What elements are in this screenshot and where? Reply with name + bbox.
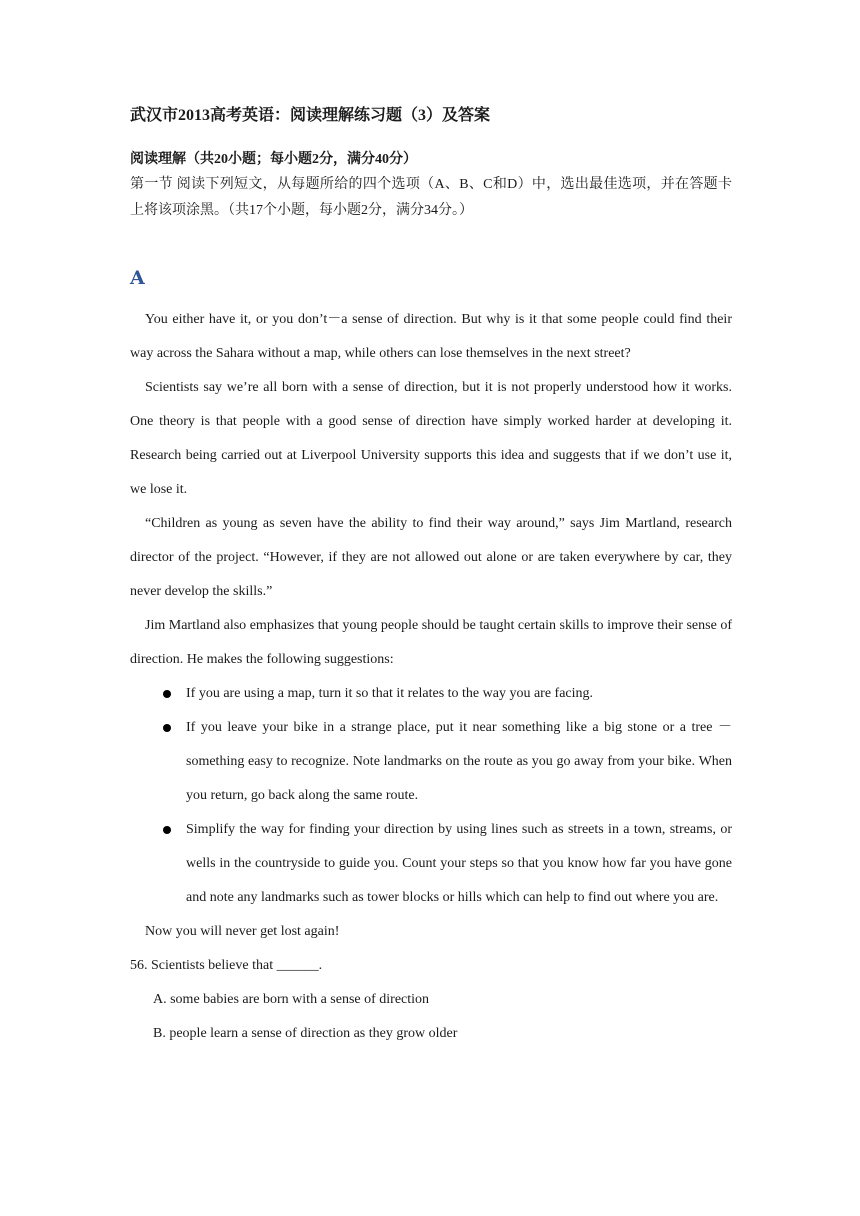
paragraph: Jim Martland also emphasizes that young people should be taught certain skills to improve their sense of direction. He makes the following suggestions: xyxy=(130,618,732,667)
list-item xyxy=(130,711,732,813)
answer-option: B. people learn a sense of direction as they grow older xyxy=(153,1026,458,1041)
list-item xyxy=(130,677,732,711)
paragraph: Scientists say we’re all born with a sense of direction, but it is not properly understood how it works. One theory is that people with a good sense of direction have simply worked harder at developing it. Research being carried out at Liverpool University supports this idea and suggests that if we don’t use it, we lose it. xyxy=(130,380,732,497)
list-item-text: Simplify the way for finding your direction by using lines such as streets in a town, streams, or wells in the countryside to guide you. Count your steps so that you know how far you have gone and note any landmarks such as tower blocks or hills which can help to find out where you are. xyxy=(186,822,732,905)
bullet-icon xyxy=(163,826,171,834)
list-item-text: If you are using a map, turn it so that it relates to the way you are facing. xyxy=(186,686,594,701)
passage-label: A xyxy=(130,267,145,289)
section-heading: 阅读理解（共20小题；每小题2分，满分40分） xyxy=(130,152,417,167)
question-stem: 56. Scientists believe that ______. xyxy=(130,958,323,973)
document-title: 武汉市2013高考英语：阅读理解练习题（3）及答案 xyxy=(130,107,491,124)
suggestion-list xyxy=(130,677,732,915)
paragraph: “Children as young as seven have the ability to find their way around,” says Jim Martland, research director of the project. “However, if they are not allowed out alone or are taken everywhere by car, they never develop the skills.” xyxy=(130,516,732,599)
document-content xyxy=(130,103,732,1051)
list-item xyxy=(130,813,732,915)
paragraph: You either have it, or you don’t－a sense of direction. But why is it that some people could find their way across the Sahara without a map, while others can lose themselves in the next street? xyxy=(130,312,732,361)
answer-option: A. some babies are born with a sense of direction xyxy=(153,992,430,1007)
instructions: 第一节 阅读下列短文，从每题所给的四个选项（A、B、C和D）中，选出最佳选项，并在答题卡上将该项涂黑。（共17个小题，每小题2分，满分34分。） xyxy=(130,177,732,218)
list-item-text: If you leave your bike in a strange place, put it near something like a big stone or a tree －something easy to recognize. Note landmarks on the route as you go away from your bike. When you return, go back along the same route. xyxy=(186,720,732,803)
closing-line: Now you will never get lost again! xyxy=(145,924,340,939)
bullet-icon xyxy=(163,724,171,732)
bullet-icon xyxy=(163,690,171,698)
